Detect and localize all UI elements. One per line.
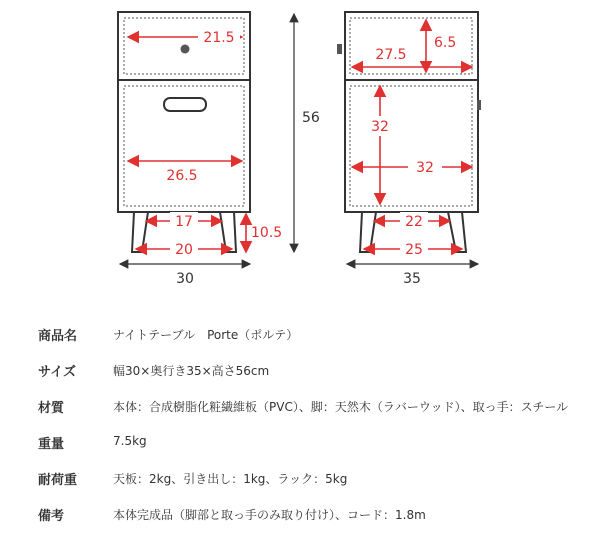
spec-row-load-capacity	[38, 469, 578, 505]
dim-front-leg-height: 10.5	[251, 225, 283, 241]
drawer-handle	[164, 98, 206, 111]
spec-label: 備考	[38, 509, 65, 524]
spec-table	[38, 325, 578, 541]
dim-overall-width: 30	[176, 271, 194, 287]
side-view	[337, 12, 481, 287]
side-lower-cavity	[350, 86, 472, 206]
spec-row-product-name	[38, 325, 578, 361]
front-leg-right	[220, 212, 236, 252]
dim-total-height: 56	[302, 110, 320, 126]
dim-front-inner-width: 26.5	[166, 168, 198, 184]
spec-value: 本体完成品（脚部と取っ手のみ取り付け）、コード：1.8m	[113, 508, 426, 522]
front-leg-left	[132, 212, 148, 252]
spec-value: 7.5kg	[113, 434, 147, 448]
dim-front-top-width: 21.5	[203, 30, 235, 46]
spec-label: 耐荷重	[38, 473, 78, 488]
side-leg-left	[360, 212, 376, 252]
cord-hole	[181, 45, 190, 54]
dim-front-leg-bottom: 20	[175, 242, 193, 258]
dim-side-top-depth: 27.5	[375, 47, 407, 63]
dim-front-leg-top: 17	[175, 214, 193, 230]
dim-side-leg-bottom: 25	[405, 242, 423, 258]
dim-side-top-height: 6.5	[434, 35, 457, 51]
front-view	[118, 12, 320, 287]
dim-side-inner-height: 32	[371, 119, 389, 135]
spec-value: 幅30×奥行き35×高さ56cm	[113, 364, 270, 378]
side-cord-plug	[337, 44, 342, 54]
spec-label: 重量	[38, 437, 65, 452]
spec-row-weight	[38, 433, 578, 469]
dim-overall-depth: 35	[403, 271, 421, 287]
dim-side-leg-top: 22	[405, 214, 423, 230]
side-leg-right	[448, 212, 466, 252]
spec-value: ナイトテーブル Porte（ポルテ）	[113, 328, 299, 342]
spec-value: 本体：合成樹脂化粧繊維板（PVC）、脚：天然木（ラバーウッド）、取っ手：スチール	[113, 400, 569, 414]
spec-value: 天板：2kg、引き出し：1kg、ラック：5kg	[113, 472, 348, 486]
spec-label: 材質	[38, 401, 65, 416]
spec-row-size	[38, 361, 578, 397]
dim-side-inner-depth: 32	[416, 160, 434, 176]
side-handle	[477, 100, 481, 110]
spec-label: サイズ	[38, 365, 76, 380]
spec-row-notes	[38, 505, 578, 541]
spec-label: 商品名	[38, 329, 78, 344]
spec-row-material	[38, 397, 578, 433]
